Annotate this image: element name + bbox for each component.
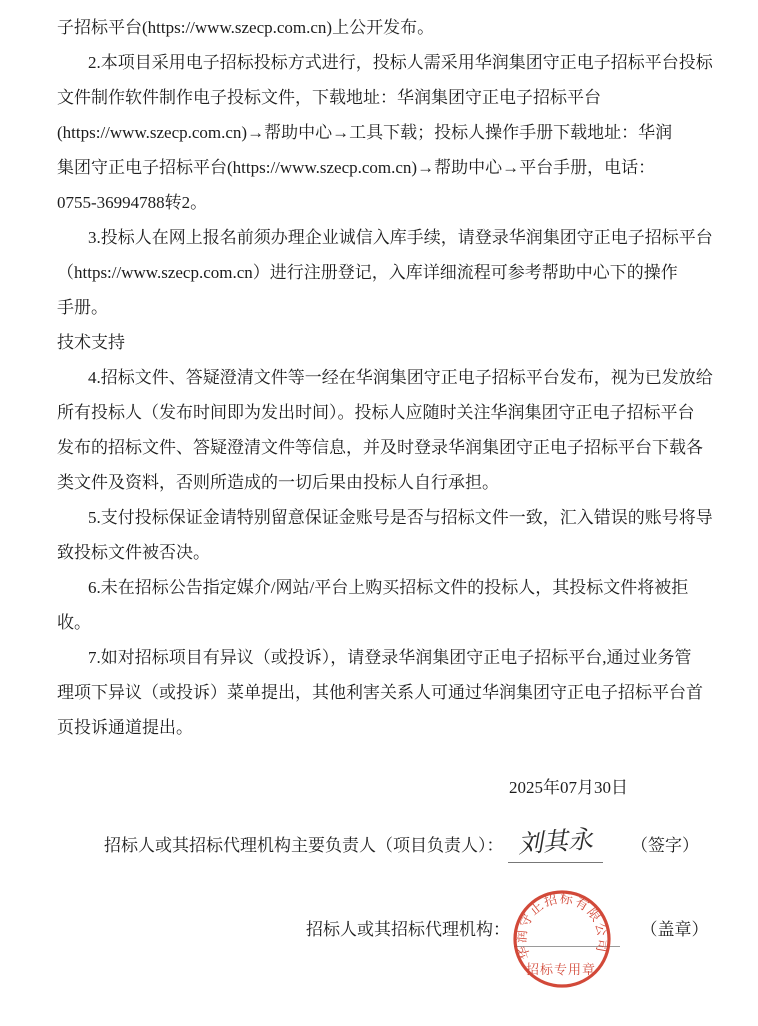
text-line: 6.未在招标公告指定媒介/网站/平台上购买招标文件的投标人，其投标文件将被拒: [88, 578, 689, 597]
text-line: 2.本项目采用电子招标投标方式进行，投标人需采用华润集团守正电子招标平台投标: [88, 53, 713, 72]
seal-label: 招标人或其招标代理机构：: [306, 920, 510, 939]
signature-field: [508, 826, 603, 863]
seal-row: [306, 912, 709, 947]
text-line: 子招标平台(https://www.szecp.com.cn)上公开发布。: [57, 18, 435, 37]
text-line: 收。: [57, 613, 91, 632]
signature-suffix: （签字）: [631, 836, 699, 855]
text-line: 技术支持: [57, 333, 125, 352]
handwritten-signature: 刘其永: [516, 826, 594, 859]
text-line: (https://www.szecp.com.cn)→帮助中心→工具下载；投标人操作手册下载地址：华润: [57, 123, 673, 142]
text-line: 页投诉通道提出。: [57, 718, 193, 737]
seal-caption: 招标专用章: [525, 962, 597, 977]
text-line: 5.支付投标保证金请特别留意保证金账号是否与招标文件一致，汇入错误的账号将导: [88, 508, 713, 527]
signature-label: 招标人或其招标代理机构主要负责人（项目负责人）：: [104, 836, 504, 855]
text-line: 0755-36994788转2。: [57, 193, 208, 212]
text-line: 3.投标人在网上报名前须办理企业诚信入库手续，请登录华润集团守正电子招标平台: [88, 228, 713, 247]
text-line: （https://www.szecp.com.cn）进行注册登记，入库详细流程可参考帮助中心下的操作: [57, 263, 678, 282]
text-line: 集团守正电子招标平台(https://www.szecp.com.cn)→帮助中心→平台手册，电话：: [57, 158, 656, 177]
seal-suffix: （盖章）: [640, 920, 709, 939]
text-line: 手册。: [57, 298, 108, 317]
text-line: 文件制作软件制作电子投标文件，下载地址：华润集团守正电子招标平台: [57, 88, 601, 107]
text-line: 7.如对招标项目有异议（或投诉），请登录华润集团守正电子招标平台,通过业务管: [88, 648, 692, 667]
signature-row: [104, 828, 699, 863]
text-line: 发布的招标文件、答疑澄清文件等信息，并及时登录华润集团守正电子招标平台下载各: [57, 438, 703, 457]
document-date: 2025年07月30日: [509, 778, 628, 797]
text-line: 所有投标人（发布时间即为发出时间）。投标人应随时关注华润集团守正电子招标平台: [57, 403, 695, 422]
text-line: 4.招标文件、答疑澄清文件等一经在华润集团守正电子招标平台发布，视为已发放给: [88, 368, 713, 387]
svg-text:华润守正招标有限公司: [514, 891, 611, 962]
document-body: [57, 10, 713, 745]
seal-arc-text: 华润守正招标有限公司: [513, 890, 611, 962]
company-seal-stamp: [510, 887, 614, 991]
text-line: 类文件及资料，否则所造成的一切后果由投标人自行承担。: [57, 473, 499, 492]
text-line: 致投标文件被否决。: [57, 543, 210, 562]
text-line: 理项下异议（或投诉）菜单提出，其他利害关系人可通过华润集团守正电子招标平台首: [57, 683, 703, 702]
